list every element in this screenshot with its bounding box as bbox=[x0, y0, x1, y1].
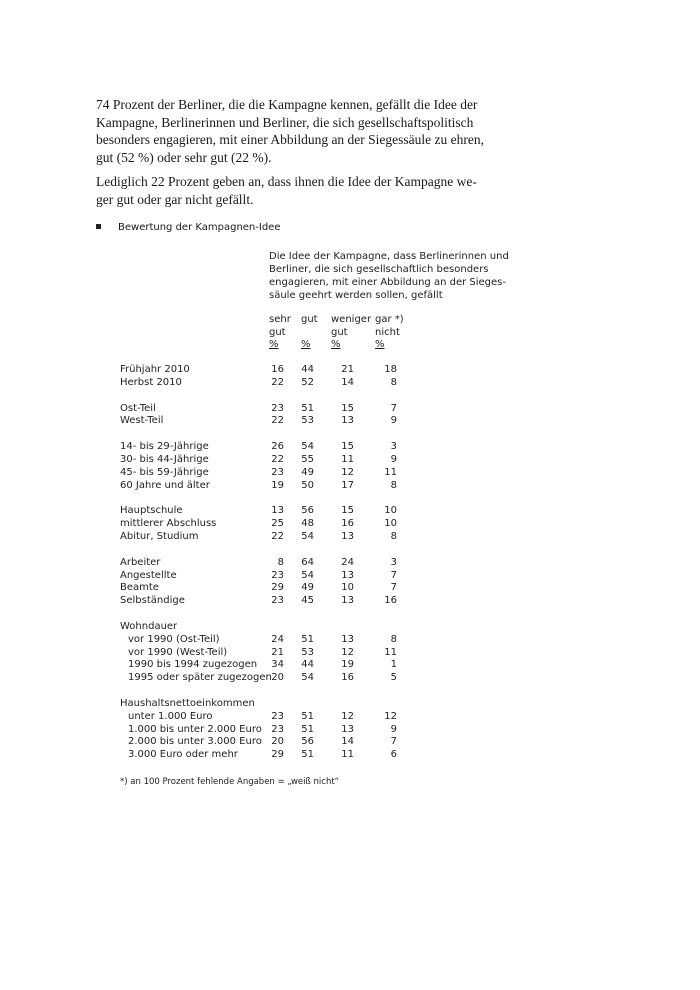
paragraph-line: gut (52 %) oder sehr gut (22 %). bbox=[96, 149, 272, 165]
column-header-line: gar *) bbox=[375, 314, 404, 325]
table-cell: 11 bbox=[384, 646, 397, 658]
table-cell: 52 bbox=[301, 376, 314, 388]
table-cell: 8 bbox=[390, 530, 397, 542]
table-row bbox=[0, 403, 700, 416]
paragraph-2 bbox=[96, 173, 477, 208]
column-unit: % bbox=[375, 339, 385, 350]
table-cell: 17 bbox=[341, 479, 354, 491]
table-cell: 22 bbox=[271, 530, 284, 542]
table-cell: 29 bbox=[271, 749, 284, 761]
table-cell: 16 bbox=[341, 518, 354, 530]
table-row-label: vor 1990 (Ost-Teil) bbox=[128, 633, 220, 645]
table-cell: 6 bbox=[390, 749, 397, 761]
table-row bbox=[0, 364, 700, 377]
column-group-header-line: säule geehrt werden sollen, gefällt bbox=[269, 290, 443, 301]
table-row-label: West-Teil bbox=[120, 415, 164, 427]
table-cell: 13 bbox=[341, 530, 354, 542]
table-cell: 19 bbox=[271, 479, 284, 491]
table-row-label: Frühjahr 2010 bbox=[120, 364, 190, 375]
table-cell: 51 bbox=[301, 633, 314, 645]
table-cell: 54 bbox=[301, 441, 314, 453]
table-row bbox=[0, 595, 700, 608]
table-cell: 54 bbox=[301, 569, 314, 581]
table-cell: 23 bbox=[271, 402, 284, 414]
column-header-line: gut bbox=[301, 314, 318, 325]
table-cell: 45 bbox=[301, 595, 314, 607]
table-cell: 11 bbox=[341, 749, 354, 761]
column-header-line: gut bbox=[269, 326, 286, 338]
table-row bbox=[0, 659, 700, 672]
table-cell: 18 bbox=[384, 364, 397, 375]
table-row-label: unter 1.000 Euro bbox=[128, 710, 213, 722]
table-group-label: Wohndauer bbox=[120, 620, 178, 632]
table-cell: 51 bbox=[301, 710, 314, 722]
footnote: *) an 100 Prozent fehlende Angaben = „weiß nicht“ bbox=[120, 777, 340, 787]
table-row-label: mittlerer Abschluss bbox=[120, 518, 217, 530]
table-cell: 54 bbox=[301, 530, 314, 542]
column-unit: % bbox=[301, 339, 311, 350]
table-cell: 56 bbox=[301, 736, 314, 748]
table-body bbox=[0, 364, 700, 762]
table-row-label: Hauptschule bbox=[120, 505, 183, 517]
table-row-label: Beamte bbox=[120, 582, 159, 594]
table-cell: 53 bbox=[301, 415, 314, 427]
table-cell: 8 bbox=[390, 376, 397, 388]
column-group-header-line: engagieren, mit einer Abbildung an der Sieges- bbox=[269, 277, 506, 288]
table-row-spacer bbox=[0, 390, 700, 403]
table-row-label: Selbständige bbox=[120, 595, 185, 607]
table-cell: 8 bbox=[390, 479, 397, 491]
table-cell: 55 bbox=[301, 453, 314, 465]
table-cell: 23 bbox=[271, 569, 284, 581]
table-row bbox=[0, 557, 700, 570]
table-column-group-header bbox=[269, 250, 509, 302]
table-cell: 25 bbox=[271, 518, 284, 530]
table-row bbox=[0, 749, 700, 762]
table-cell: 9 bbox=[390, 415, 397, 427]
table-row-spacer bbox=[0, 428, 700, 441]
table-cell: 24 bbox=[271, 633, 284, 645]
table-cell: 21 bbox=[341, 364, 354, 375]
paragraph-line: besonders engagieren, mit einer Abbildung an der Siegessäule zu ehren, bbox=[96, 132, 484, 147]
table-row-label: 2.000 bis unter 3.000 Euro bbox=[128, 736, 262, 748]
table-cell: 10 bbox=[384, 518, 397, 530]
table-cell: 22 bbox=[271, 415, 284, 427]
table-row bbox=[0, 480, 700, 493]
table-cell: 23 bbox=[271, 595, 284, 607]
column-header-line: nicht bbox=[375, 326, 400, 338]
table-row-label: 45- bis 59-Jährige bbox=[120, 466, 209, 478]
table-cell: 22 bbox=[271, 376, 284, 388]
table-group-row bbox=[0, 698, 700, 711]
table-cell: 16 bbox=[341, 672, 354, 684]
table-row-label: Abitur, Studium bbox=[120, 530, 199, 542]
table-cell: 12 bbox=[341, 710, 354, 722]
table-cell: 5 bbox=[390, 672, 397, 684]
table-row-label: 60 Jahre und älter bbox=[120, 479, 210, 491]
table-row bbox=[0, 454, 700, 467]
table-cell: 3 bbox=[390, 556, 397, 568]
table-row bbox=[0, 736, 700, 749]
table-cell: 3 bbox=[390, 441, 397, 453]
table-row bbox=[0, 647, 700, 660]
table-row bbox=[0, 441, 700, 454]
table-cell: 64 bbox=[301, 556, 314, 568]
table-row bbox=[0, 570, 700, 583]
table-row bbox=[0, 724, 700, 737]
table-row bbox=[0, 634, 700, 647]
table-cell: 44 bbox=[301, 659, 314, 671]
table-row-label: Arbeiter bbox=[120, 556, 161, 568]
table-cell: 24 bbox=[341, 556, 354, 568]
table-cell: 23 bbox=[271, 466, 284, 478]
table-cell: 11 bbox=[384, 466, 397, 478]
table-row-spacer bbox=[0, 608, 700, 621]
table-cell: 14 bbox=[341, 736, 354, 748]
table-cell: 14 bbox=[341, 376, 354, 388]
table-cell: 10 bbox=[384, 505, 397, 517]
table-cell: 44 bbox=[301, 364, 314, 375]
table-cell: 51 bbox=[301, 723, 314, 735]
table-cell: 7 bbox=[390, 569, 397, 581]
column-header-line bbox=[301, 327, 318, 340]
column-header-gut bbox=[301, 314, 318, 352]
table-cell: 13 bbox=[341, 723, 354, 735]
column-header-weniger-gut bbox=[331, 314, 371, 352]
table-row bbox=[0, 467, 700, 480]
paragraph-1 bbox=[96, 96, 484, 166]
table-row-spacer bbox=[0, 544, 700, 557]
table-cell: 16 bbox=[271, 364, 284, 375]
table-cell: 16 bbox=[384, 595, 397, 607]
table-cell: 50 bbox=[301, 479, 314, 491]
table-row bbox=[0, 377, 700, 390]
table-row-spacer bbox=[0, 492, 700, 505]
column-unit: % bbox=[331, 339, 341, 350]
table-row bbox=[0, 415, 700, 428]
column-header-sehr-gut bbox=[269, 314, 291, 352]
table-cell: 12 bbox=[341, 646, 354, 658]
table-cell: 15 bbox=[341, 402, 354, 414]
table-cell: 8 bbox=[277, 556, 284, 568]
table-row bbox=[0, 505, 700, 518]
table-cell: 51 bbox=[301, 749, 314, 761]
table-cell: 13 bbox=[341, 633, 354, 645]
table-cell: 53 bbox=[301, 646, 314, 658]
table-cell: 26 bbox=[271, 441, 284, 453]
table-cell: 13 bbox=[341, 569, 354, 581]
table-cell: 13 bbox=[341, 595, 354, 607]
table-cell: 13 bbox=[271, 505, 284, 517]
table-row bbox=[0, 672, 700, 685]
paragraph-line: ger gut oder gar nicht gefällt. bbox=[96, 191, 254, 207]
column-header-line: gut bbox=[331, 326, 348, 338]
table-row-label: Herbst 2010 bbox=[120, 376, 182, 388]
table-row-label: Angestellte bbox=[120, 569, 177, 581]
table-row-label: Ost-Teil bbox=[120, 402, 156, 414]
table-row-spacer bbox=[0, 685, 700, 698]
table-cell: 23 bbox=[271, 723, 284, 735]
column-header-gar-nicht bbox=[375, 314, 404, 352]
table-cell: 9 bbox=[390, 453, 397, 465]
section-heading bbox=[96, 222, 280, 233]
table-cell: 1 bbox=[390, 659, 397, 671]
table-cell: 9 bbox=[390, 723, 397, 735]
table-cell: 34 bbox=[271, 659, 284, 671]
table-group-row bbox=[0, 621, 700, 634]
table-cell: 56 bbox=[301, 505, 314, 517]
table-cell: 19 bbox=[341, 659, 354, 671]
column-group-header-line: Die Idee der Kampagne, dass Berlinerinnen und bbox=[269, 251, 509, 262]
bullet-icon bbox=[96, 224, 101, 229]
paragraph-line: Kampagne, Berlinerinnen und Berliner, die sich gesellschaftspolitisch bbox=[96, 114, 474, 130]
table-cell: 20 bbox=[271, 672, 284, 684]
table-cell: 13 bbox=[341, 415, 354, 427]
table-row-label: 1995 oder später zugezogen bbox=[128, 672, 272, 684]
table-cell: 11 bbox=[341, 453, 354, 465]
column-unit: % bbox=[269, 339, 279, 350]
table-cell: 22 bbox=[271, 453, 284, 465]
table-row bbox=[0, 518, 700, 531]
table-cell: 15 bbox=[341, 505, 354, 517]
table-cell: 12 bbox=[341, 466, 354, 478]
table-row bbox=[0, 531, 700, 544]
table-cell: 51 bbox=[301, 402, 314, 414]
table-cell: 10 bbox=[341, 582, 354, 594]
paragraph-line: Lediglich 22 Prozent geben an, dass ihnen die Idee der Kampagne we- bbox=[96, 174, 477, 189]
table-row-label: 14- bis 29-Jährige bbox=[120, 441, 209, 453]
paragraph-line: 74 Prozent der Berliner, die die Kampagne kennen, gefällt die Idee der bbox=[96, 97, 478, 112]
column-header-line: weniger bbox=[331, 314, 372, 325]
table-row-label: 1990 bis 1994 zugezogen bbox=[128, 659, 258, 671]
table-cell: 15 bbox=[341, 441, 354, 453]
table-row-label: 3.000 Euro oder mehr bbox=[128, 749, 238, 761]
table-cell: 48 bbox=[301, 518, 314, 530]
column-group-header-line: Berliner, die sich gesellschaftlich besonders bbox=[269, 264, 489, 275]
column-header-line: sehr bbox=[269, 314, 291, 325]
table-row-label: 1.000 bis unter 2.000 Euro bbox=[128, 723, 262, 735]
table-cell: 49 bbox=[301, 582, 314, 594]
table-cell: 54 bbox=[301, 672, 314, 684]
table-cell: 23 bbox=[271, 710, 284, 722]
section-heading-text: Bewertung der Kampagnen-Idee bbox=[118, 222, 281, 233]
table-cell: 12 bbox=[384, 710, 397, 722]
table-cell: 29 bbox=[271, 582, 284, 594]
table-cell: 7 bbox=[390, 736, 397, 748]
table-cell: 8 bbox=[390, 633, 397, 645]
table-cell: 21 bbox=[271, 646, 284, 658]
table-cell: 7 bbox=[390, 582, 397, 594]
table-row-label: vor 1990 (West-Teil) bbox=[128, 646, 228, 658]
table-cell: 7 bbox=[390, 402, 397, 414]
table-cell: 49 bbox=[301, 466, 314, 478]
table-row bbox=[0, 711, 700, 724]
table-group-label: Haushaltsnettoeinkommen bbox=[120, 697, 255, 709]
table-cell: 20 bbox=[271, 736, 284, 748]
table-row-label: 30- bis 44-Jährige bbox=[120, 453, 209, 465]
table-row bbox=[0, 582, 700, 595]
